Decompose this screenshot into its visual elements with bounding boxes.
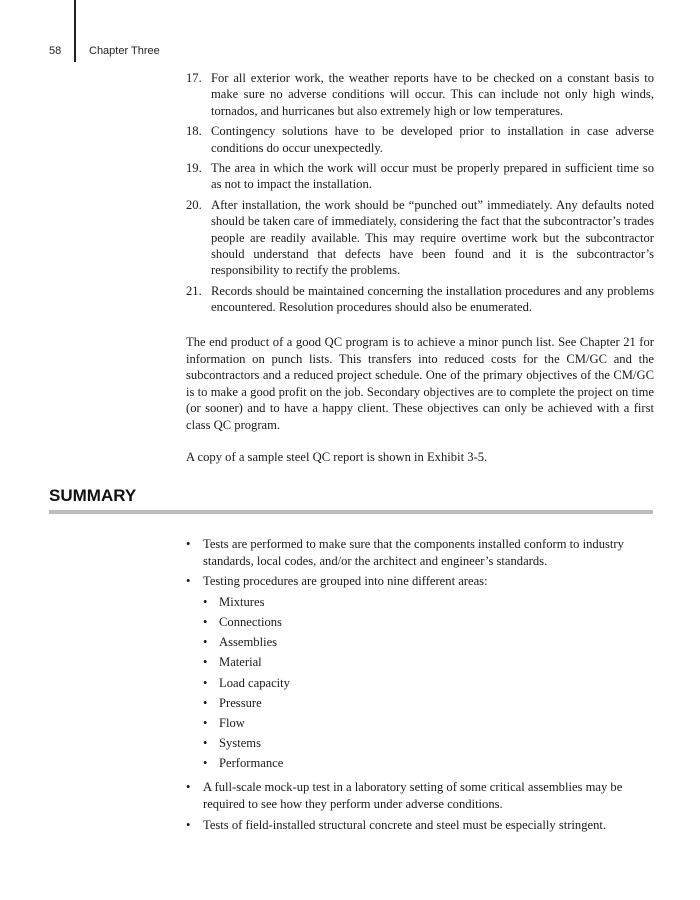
testing-area-text: Flow xyxy=(219,715,245,730)
list-item xyxy=(186,283,654,316)
testing-area-item xyxy=(203,735,654,755)
testing-area-item xyxy=(203,675,654,695)
summary-item xyxy=(186,779,654,812)
bullet-icon: • xyxy=(203,614,208,629)
testing-area-item xyxy=(203,634,654,654)
header-divider xyxy=(74,0,76,62)
summary-text: A full-scale mock-up test in a laboratory setting of some critical assemblies may be required to see how they perform under adverse conditions. xyxy=(203,780,623,812)
list-item xyxy=(186,123,654,156)
summary-text: Tests are performed to make sure that the components installed conform to industry standards, local codes, and/or the architect and engineer’s standards. xyxy=(203,537,624,568)
item-number: 19. xyxy=(186,161,202,176)
testing-area-text: Pressure xyxy=(219,695,262,710)
testing-area-text: Systems xyxy=(219,736,261,751)
item-text: For all exterior work, the weather reports have to be checked on a constant basis to make sure no adverse conditions will occur. This can include not only high winds, tornados, and hurricanes but also extremely high or low temperatures. xyxy=(211,71,654,118)
item-text: The area in which the work will occur must be properly prepared in sufficient time so as not to impact the installation. xyxy=(211,161,654,192)
bullet-icon: • xyxy=(203,756,208,771)
section-heading: SUMMARY xyxy=(49,486,137,505)
bullet-icon: • xyxy=(203,715,208,730)
bullet-icon: • xyxy=(203,695,208,710)
summary-text: Tests of field-installed structural concrete and steel must be especially stringent. xyxy=(203,817,607,832)
bullet-icon: • xyxy=(186,817,191,832)
testing-area-text: Assemblies xyxy=(219,635,278,650)
testing-area-item xyxy=(203,695,654,715)
item-text: After installation, the work should be “punched out” immediately. Any defaults noted should be taken care of immediately, considering the fact that the subcontractor’s trades people are readily available. This may require overtime work but the subcontractor should understand that defects have been found and it is the subcontractor’s responsibility to rectify the problems. xyxy=(211,197,654,278)
summary-item xyxy=(186,536,654,569)
summary-text: Testing procedures are grouped into nine different areas: xyxy=(203,574,488,589)
item-text: Contingency solutions have to be developed prior to installation in case adverse conditions do occur unexpectedly. xyxy=(211,124,654,155)
item-text: Records should be maintained concerning the installation procedures and any problems encountered. Resolution procedures should also be enumerated. xyxy=(211,283,654,315)
summary-list xyxy=(186,536,654,837)
bullet-icon: • xyxy=(203,655,208,670)
section-divider xyxy=(49,510,653,514)
body-paragraph: The end product of a good QC program is to achieve a minor punch list. See Chapter 21 for information on punch lists. This transfers into reduced costs for the CM/GC and the subcontractors and a reduced project schedule. One of the primary objectives of the CM/GC is to make a good profit on the job. Secondary objectives are to complete the project on time (or sooner) and to have a happy client. These objectives can only be achieved with a first class QC program. xyxy=(186,335,654,432)
list-item xyxy=(186,160,654,193)
numbered-list xyxy=(186,70,654,320)
testing-area-item xyxy=(203,715,654,735)
bullet-icon: • xyxy=(186,537,191,551)
chapter-label: Chapter Three xyxy=(89,45,160,57)
item-number: 20. xyxy=(186,197,202,212)
item-number: 17. xyxy=(186,71,202,85)
summary-item xyxy=(186,817,654,834)
testing-area-item xyxy=(203,594,654,614)
body-paragraph: A copy of a sample steel QC report is shown in Exhibit 3-5. xyxy=(186,450,488,464)
testing-area-item xyxy=(203,654,654,674)
bullet-icon: • xyxy=(186,574,191,589)
testing-areas-list xyxy=(203,594,654,776)
bullet-icon: • xyxy=(203,594,208,609)
bullet-icon: • xyxy=(203,635,208,650)
testing-area-text: Material xyxy=(219,655,262,670)
summary-item xyxy=(186,573,654,775)
page-number: 58 xyxy=(49,45,62,57)
testing-area-text: Connections xyxy=(219,614,282,629)
list-item xyxy=(186,70,654,119)
bullet-icon: • xyxy=(186,780,191,795)
list-item xyxy=(186,197,654,279)
testing-area-item xyxy=(203,755,654,775)
item-number: 21. xyxy=(186,283,202,298)
testing-area-text: Performance xyxy=(219,756,284,771)
item-number: 18. xyxy=(186,124,202,139)
testing-area-text: Load capacity xyxy=(219,675,290,690)
testing-area-item xyxy=(203,614,654,634)
bullet-icon: • xyxy=(203,736,208,751)
testing-area-text: Mixtures xyxy=(219,594,265,609)
bullet-icon: • xyxy=(203,675,208,690)
